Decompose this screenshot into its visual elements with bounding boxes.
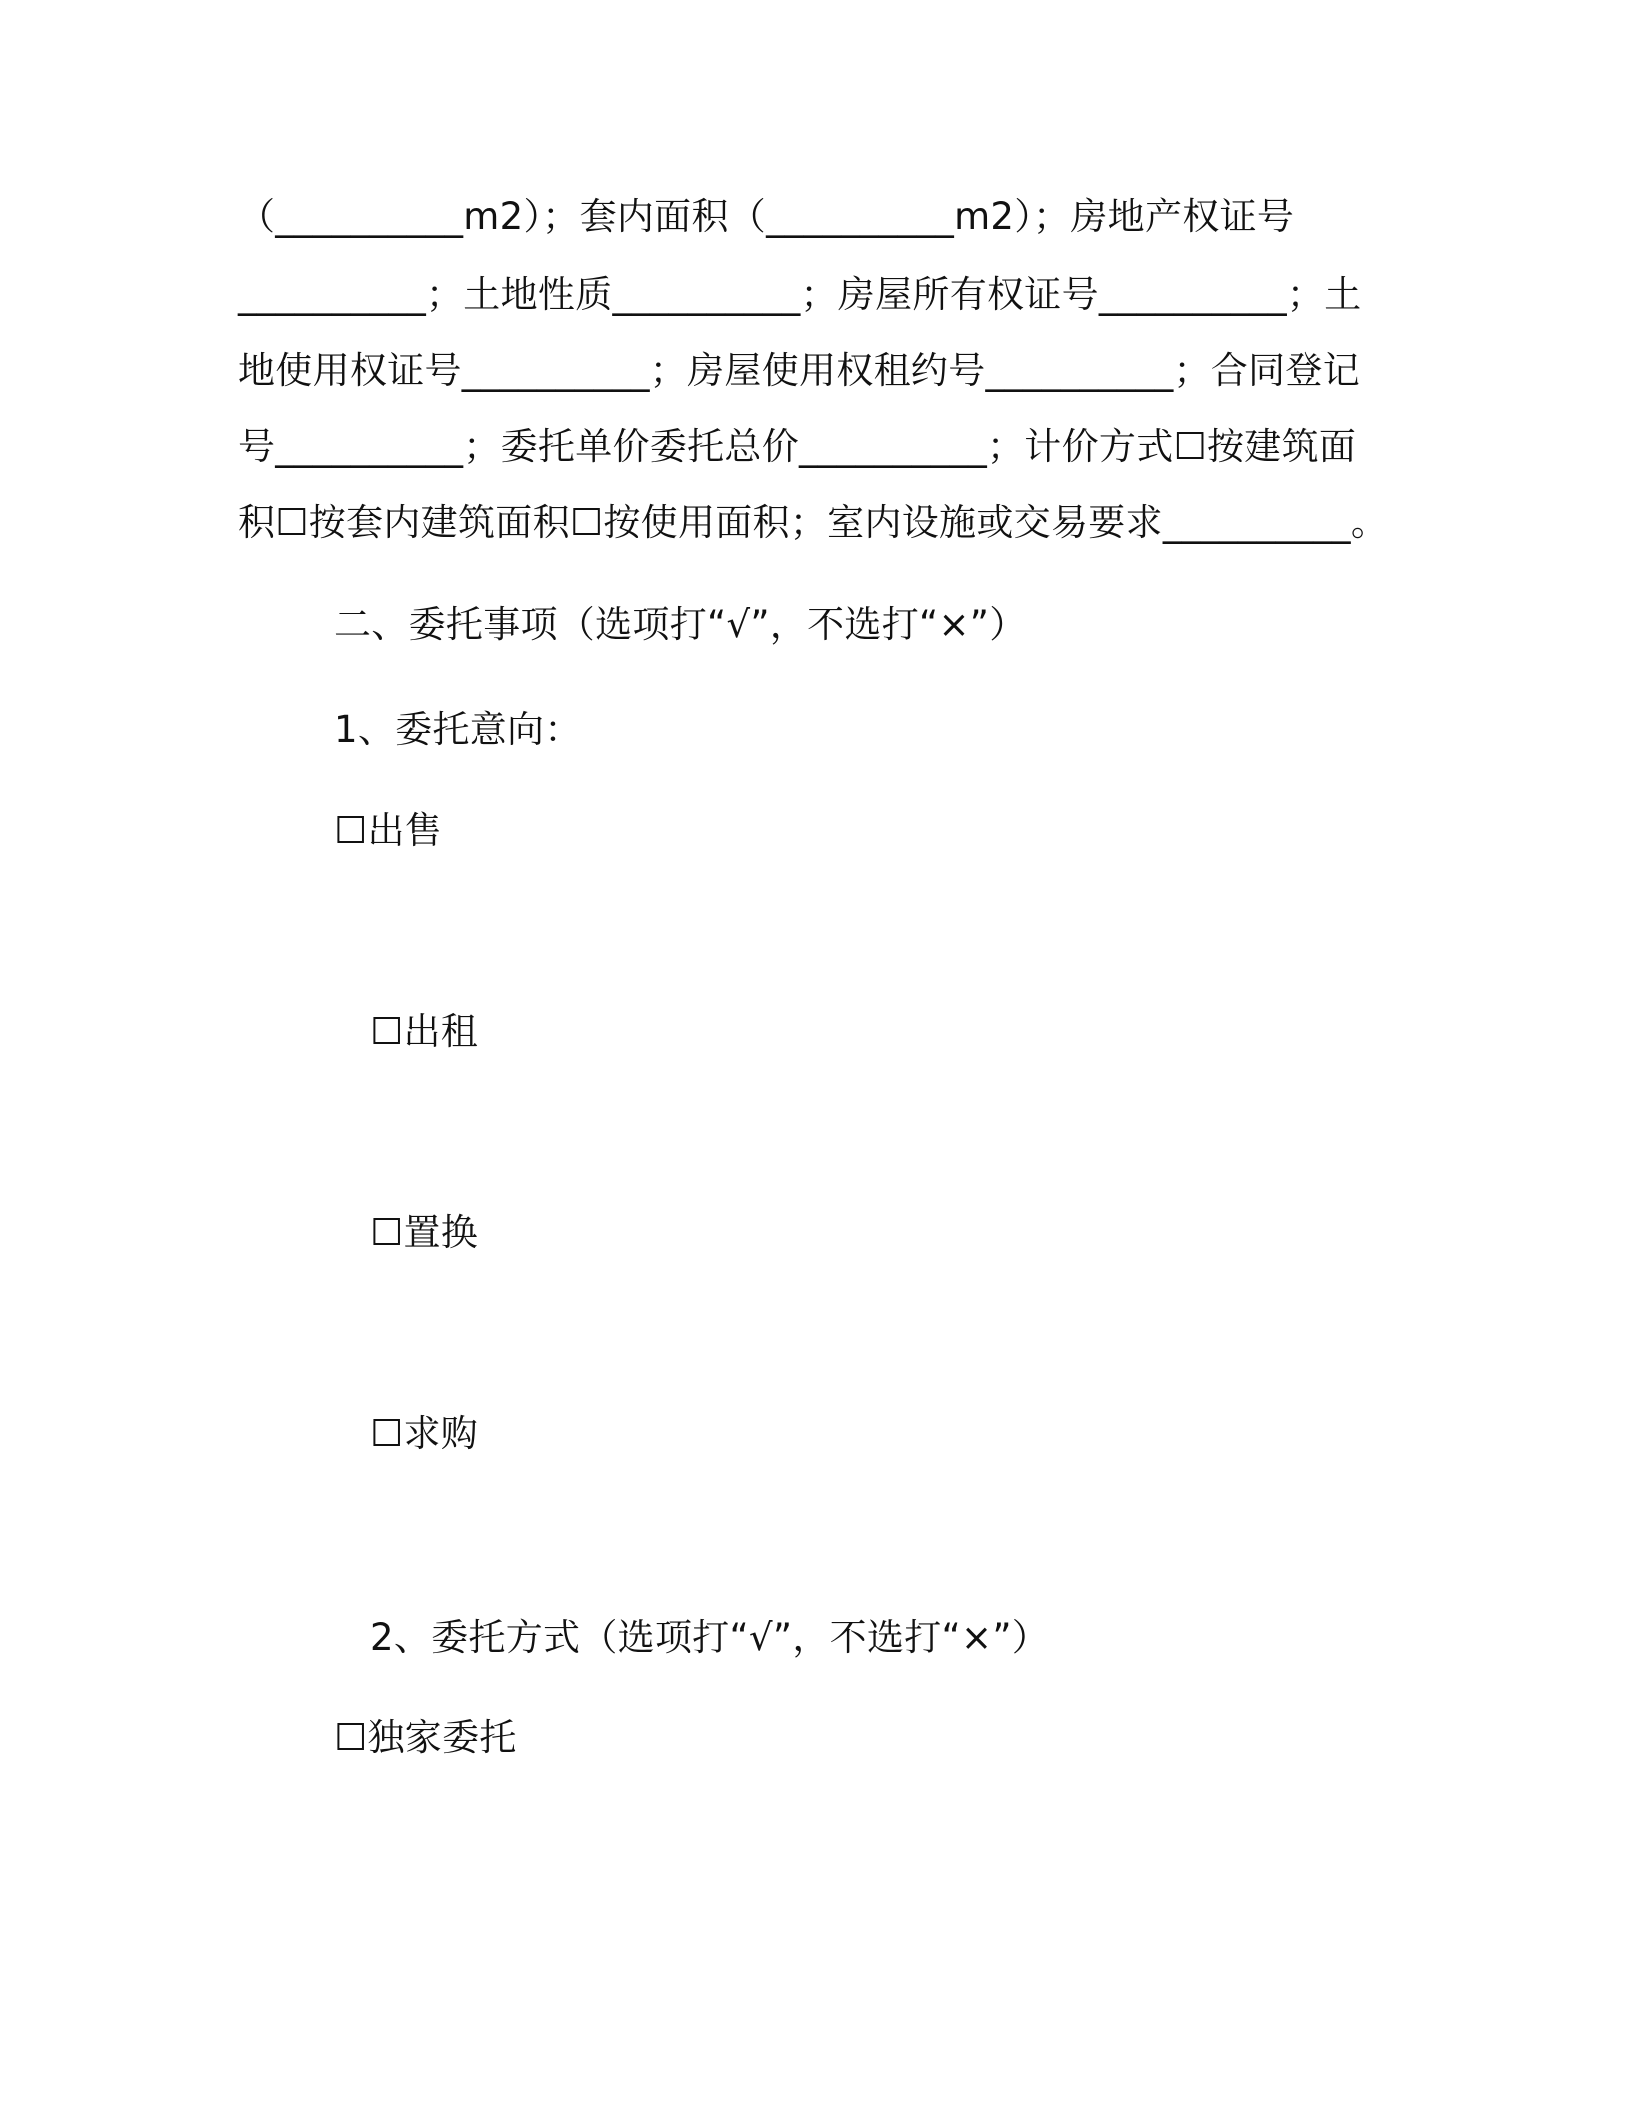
option-buy-checkbox[interactable]: ☐求购 — [370, 1412, 479, 1455]
option-exclusive-checkbox[interactable]: ☐独家委托 — [334, 1716, 517, 1759]
section-heading: 二、委托事项（选项打“√”，不选打“×”） — [334, 603, 1027, 646]
paragraph-line: 积☐按套内建筑面积☐按使用面积；室内设施或交易要求__________。 — [238, 501, 1389, 544]
paragraph-line: 地使用权证号__________；房屋使用权租约号__________；合同登记 — [238, 349, 1360, 392]
paragraph-line: 号__________；委托单价委托总价__________；计价方式☐按建筑面 — [238, 425, 1357, 468]
paragraph-line: （__________m2）；套内面积（__________m2）；房地产权证号 — [238, 195, 1295, 238]
option-rent-checkbox[interactable]: ☐出租 — [370, 1010, 479, 1053]
paragraph-line: __________；土地性质__________；房屋所有权证号__________；土 — [238, 273, 1362, 316]
item-title-intent: 1、委托意向： — [334, 708, 582, 751]
item-title-method: 2、委托方式（选项打“√”，不选打“×”） — [370, 1616, 1050, 1659]
option-exchange-checkbox[interactable]: ☐置换 — [370, 1211, 479, 1254]
option-sell-checkbox[interactable]: ☐出售 — [334, 809, 443, 852]
